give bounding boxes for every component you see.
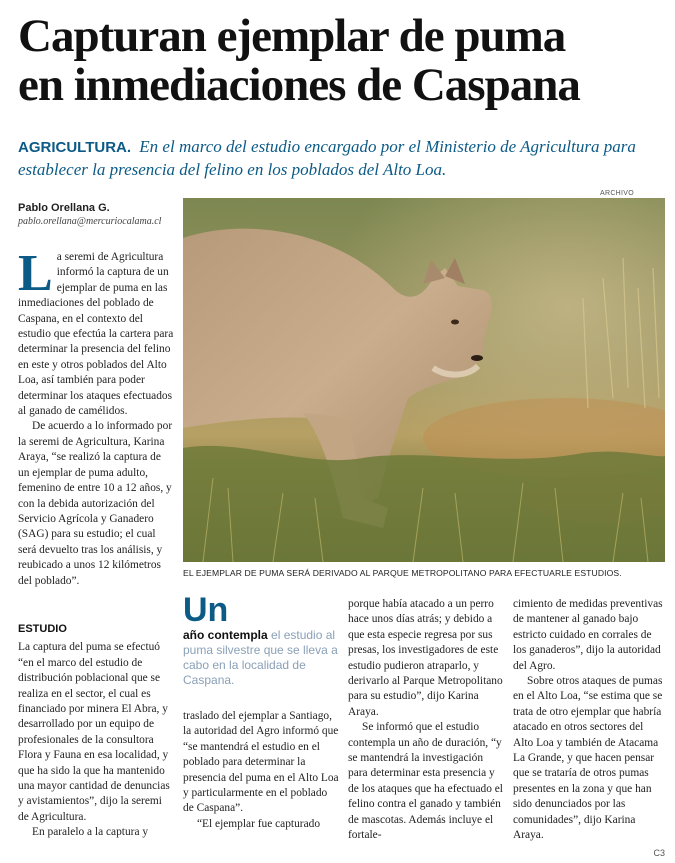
body-column-1 — [18, 245, 175, 589]
pull-quote-bold: año contempla — [183, 628, 268, 642]
body-column-1-lower — [18, 610, 175, 841]
drop-cap: L — [18, 245, 53, 302]
body-paragraph: De acuerdo a lo informado por la seremi de Agricultura, Karina Araya, “se realizó la captura de un ejemplar de puma adulto, femenino de entre 10 a 12 años, y con la debida autorización del Servicio Agrícola y Ganadero (SAG) para su estudio; el cual será devuelto tras los análisis, y reubicado a unos 12 kilómetros del poblado”. — [18, 420, 173, 587]
body-paragraph: Sobre otros ataques de pumas en el Alto Loa, “se estima que se trata de otro ejemplar que habría atacado en otros sectores del Alto Loa y también de Atacama La Grande, y que hacen pensar que se trataría de otros pumas presentes en la zona y que han sido denunciados por las comunidades”, dijo Karina Araya. — [513, 675, 663, 842]
pull-quote-number: Un — [183, 591, 229, 629]
headline — [18, 12, 663, 110]
body-column-2 — [183, 709, 340, 832]
body-paragraph: a seremi de Agricultura informó la captura de un ejemplar de puma en las inmediaciones del poblado de Caspana, en el contexto del estudio que efectúa la cartera para determinar la presencia del felino en este y otros poblados del Alto Loa, así también para poder determinar los ataques efectuados al ganado de camélidos. — [18, 251, 174, 418]
body-paragraph: La captura del puma se efectuó “en el marco del estudio de distribución poblacional que se realiza en el sector, el cual es financiado por minera El Abra, y desarrollado por un equipo de profesionales de la consultora Flora y Fauna en esa localidad, y que ha sido la que ha mantenido una mayor cantidad de denuncias y avistamientos”, dijo la seremi de Agricultura. — [18, 641, 170, 823]
headline-line-1: Capturan ejemplar de puma — [18, 10, 566, 62]
pull-quote — [183, 592, 338, 688]
body-paragraph: “El ejemplar fue capturado — [197, 817, 321, 830]
subhead-estudio: ESTUDIO — [18, 623, 67, 635]
puma-photo — [183, 198, 665, 562]
puma-illustration — [183, 198, 665, 562]
author-name: Pablo Orellana G. — [18, 202, 110, 214]
body-paragraph: porque había atacado a un perro hace unos días atrás; y debido a que esta especie regresa por sus presas, los investigadores de este estudio pudieron atraparlo, y derivarlo al Parque Metropolitano para su estudio”, dijo Karina Araya. — [348, 598, 503, 718]
end-mark: C3 — [653, 847, 665, 858]
body-paragraph: traslado del ejemplar a Santiago, la autoridad del Agro informó que “se mantendrá el estudio en el poblado para determinar la presencia del puma en el Alto Loa y particularmente en el poblado de Caspana”. — [183, 710, 339, 815]
lead-text: En el marco del estudio encargado por el Ministerio de Agricultura para establecer la presencia del felino en los poblados del Alto Loa. — [18, 137, 636, 179]
section-tag: AGRICULTURA. — [18, 139, 132, 156]
photo-credit: ARCHIVO — [600, 190, 634, 197]
body-column-4 — [513, 597, 665, 861]
headline-line-2: en inmediaciones de Caspana — [18, 59, 580, 111]
body-paragraph: cimiento de medidas preventivas de mantener al ganado bajo estricto cuidado en corrales de los ganaderos”, dijo la autoridad del Agro. — [513, 598, 663, 672]
photo-caption: EL EJEMPLAR DE PUMA SERÁ DERIVADO AL PARQUE METROPOLITANO PARA EFECTUARLE ESTUDIOS. — [183, 568, 622, 578]
body-paragraph: En paralelo a la captura y — [32, 826, 149, 839]
lead-paragraph — [18, 136, 663, 181]
body-paragraph: Se informó que el estudio contempla un año de duración, “y se mantendrá la investigación para determinar esta presencia y de los ataques que ha efectuado el felino contra el ganado y también de mascotas. Además incluye el fortale- — [348, 721, 503, 842]
author-email: pablo.orellana@mercuriocalama.cl — [18, 216, 162, 227]
body-column-3 — [348, 597, 505, 844]
pull-quote-text — [183, 628, 338, 688]
pull-quote-rest: el estudio al puma silvestre que se lleva a cabo en la localidad de Caspana. — [183, 628, 338, 687]
byline — [18, 202, 178, 227]
